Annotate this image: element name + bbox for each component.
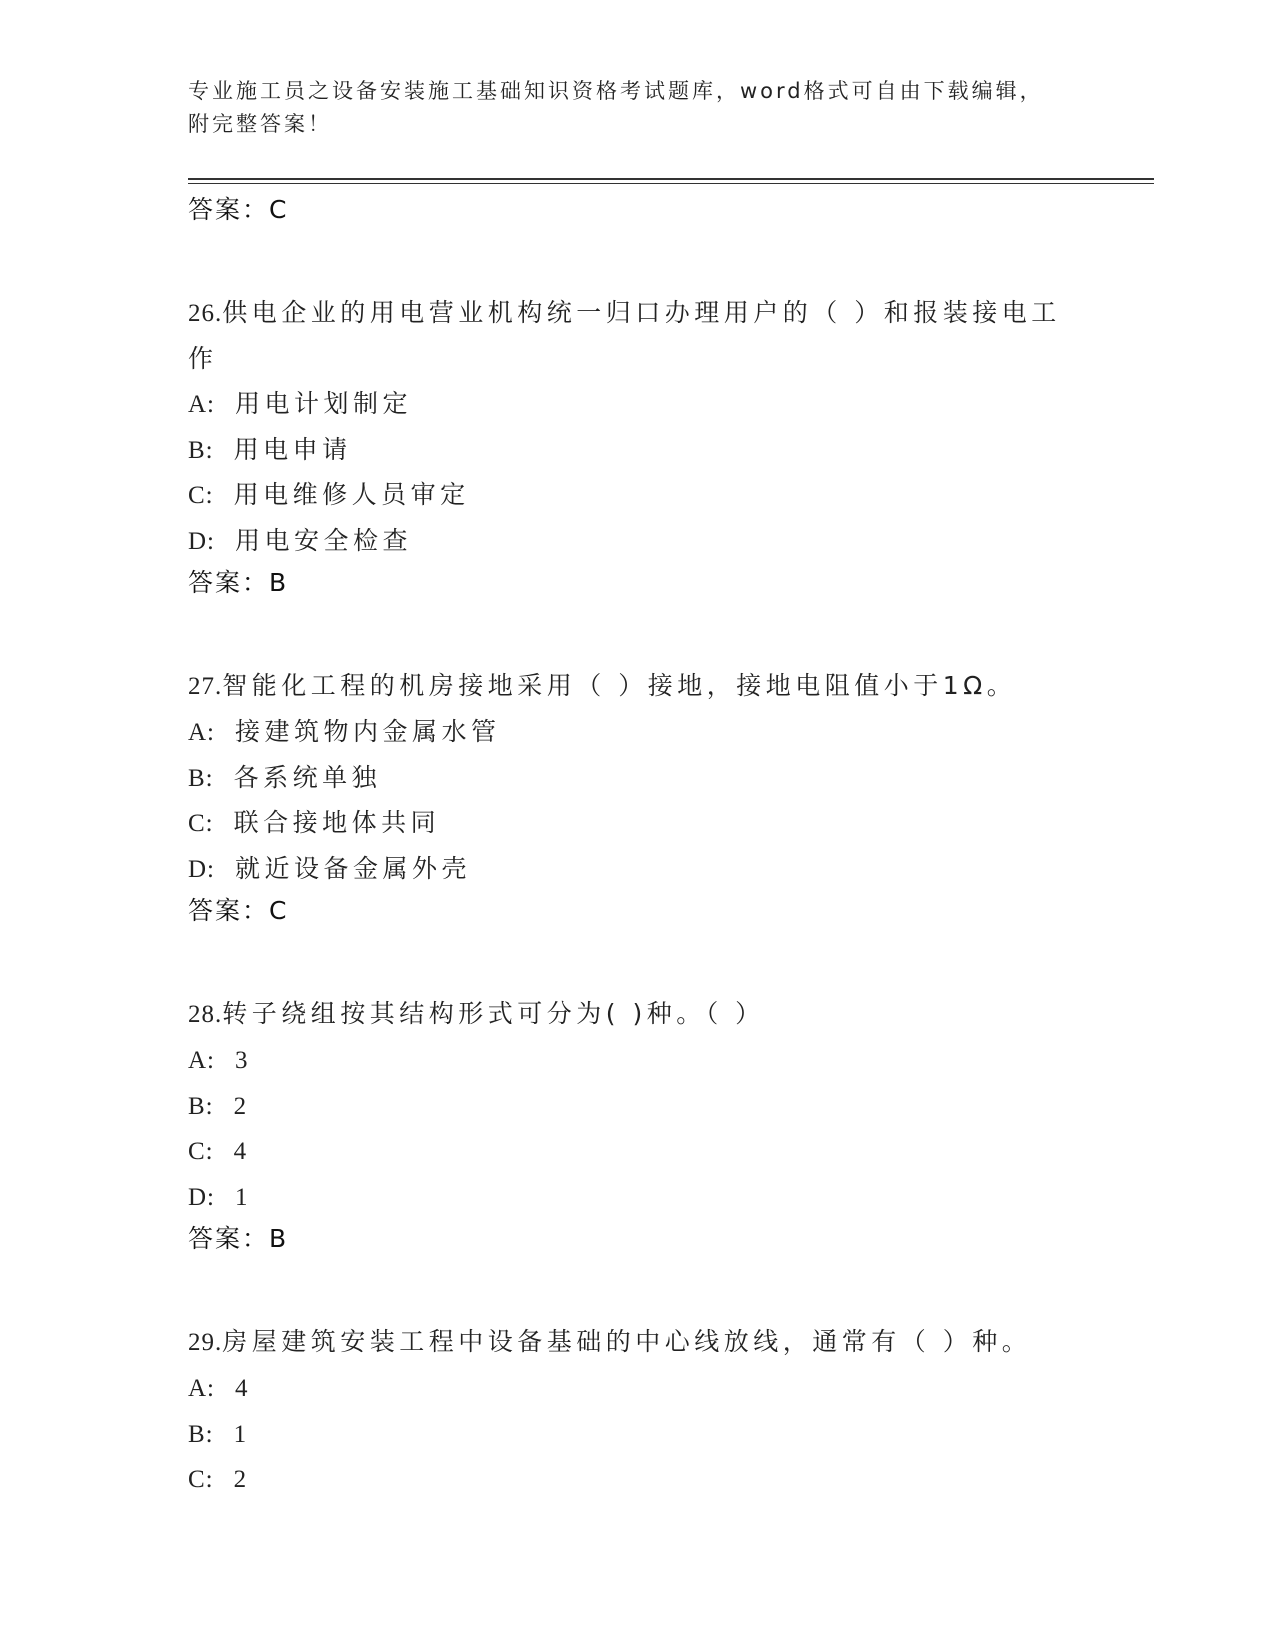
spacer	[188, 230, 1088, 290]
option-text: 1	[233, 1420, 251, 1448]
option-letter: C:	[188, 1138, 214, 1165]
header-line-1: 专业施工员之设备安装施工基础知识资格考试题库，word格式可自由下载编辑，	[188, 79, 1044, 103]
option-text: 用电维修人员审定	[233, 480, 470, 509]
option-text: 4	[233, 1138, 251, 1165]
question-stem-line-1: 转子绕组按其结构形式可分为( )种。（ ）	[222, 999, 765, 1028]
option-text: 接建筑物内金属水管	[235, 717, 501, 746]
header-line-2: 附完整答案！	[188, 112, 332, 136]
option-c	[188, 472, 1088, 518]
spacer	[188, 603, 1088, 663]
option-text: 3	[235, 1047, 252, 1074]
option-letter: B:	[188, 1420, 214, 1448]
question-text	[188, 663, 1068, 709]
question-number: 28.	[188, 1001, 223, 1028]
option-letter: C:	[188, 810, 214, 837]
answer-value: B	[269, 568, 289, 597]
question-text	[188, 290, 1068, 381]
answer-line-25	[188, 190, 1088, 230]
spacer	[188, 931, 1088, 991]
answer-line	[188, 891, 1088, 931]
option-text: 用电计划制定	[235, 389, 413, 418]
option-letter: B:	[188, 764, 214, 792]
option-c	[188, 1128, 1088, 1174]
answer-label: 答案：	[188, 896, 270, 925]
answer-label: 答案：	[188, 195, 270, 224]
answer-value: B	[269, 1224, 289, 1253]
question-stem-line-2: 作	[188, 344, 218, 373]
header-divider-thick	[188, 178, 1154, 180]
answer-line	[188, 1219, 1088, 1259]
option-text: 用电申请	[233, 434, 352, 464]
option-letter: A:	[188, 1047, 215, 1074]
question-stem-line-1: 智能化工程的机房接地采用（ ）接地，接地电阻值小于1Ω。	[222, 671, 1017, 700]
option-letter: B:	[188, 1092, 214, 1120]
option-b	[188, 427, 1088, 473]
question-26	[188, 290, 1088, 603]
spacer	[188, 1259, 1088, 1319]
question-29	[188, 1319, 1088, 1502]
header-divider-thin	[188, 183, 1154, 184]
question-number: 26.	[188, 300, 223, 327]
option-text: 用电安全检查	[235, 525, 413, 555]
option-text: 2	[233, 1092, 251, 1120]
option-c	[188, 800, 1088, 846]
option-d	[188, 1174, 1088, 1220]
option-letter: A:	[188, 391, 215, 418]
question-number: 29.	[188, 1329, 223, 1356]
option-b	[188, 1083, 1088, 1129]
option-letter: A:	[188, 1375, 215, 1402]
option-d	[188, 846, 1088, 892]
question-stem-line-1: 供电企业的用电营业机构统一归口办理用户的（ ）和报装接电工	[222, 298, 1061, 327]
document-header	[188, 75, 1068, 141]
answer-value: C	[269, 896, 289, 925]
option-letter: D:	[188, 1183, 215, 1211]
option-b	[188, 1411, 1088, 1457]
answer-label: 答案：	[188, 568, 270, 597]
option-text: 1	[235, 1183, 252, 1211]
option-d	[188, 518, 1088, 564]
option-a	[188, 1037, 1088, 1083]
option-b	[188, 755, 1088, 801]
option-a	[188, 1365, 1088, 1411]
question-number: 27.	[188, 673, 223, 700]
option-letter: D:	[188, 855, 215, 883]
answer-line	[188, 563, 1088, 603]
option-text: 联合接地体共同	[233, 808, 441, 837]
answer-value: C	[269, 195, 289, 224]
option-text: 2	[233, 1466, 251, 1493]
option-c	[188, 1456, 1088, 1502]
question-text	[188, 991, 1068, 1037]
option-text: 各系统单独	[233, 762, 382, 792]
question-stem-line-1: 房屋建筑安装工程中设备基础的中心线放线，通常有（ ）种。	[222, 1327, 1032, 1356]
question-list	[188, 190, 1088, 1502]
option-text: 4	[235, 1375, 252, 1402]
option-letter: C:	[188, 1466, 214, 1493]
option-a	[188, 381, 1088, 427]
option-letter: D:	[188, 527, 215, 555]
question-28	[188, 991, 1088, 1259]
option-letter: C:	[188, 482, 214, 509]
option-text: 就近设备金属外壳	[235, 853, 472, 883]
question-text	[188, 1319, 1068, 1365]
answer-label: 答案：	[188, 1224, 270, 1253]
option-a	[188, 709, 1088, 755]
option-letter: B:	[188, 436, 214, 464]
option-letter: A:	[188, 719, 215, 746]
question-27	[188, 663, 1088, 931]
